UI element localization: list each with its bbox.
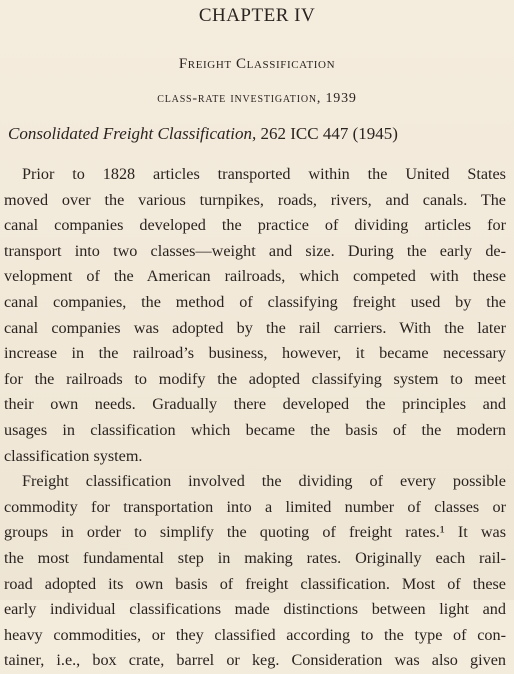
paragraph-1-line: transport into two classes—weight and size. During the early de- bbox=[4, 241, 506, 260]
paragraph-1-line: canal companies, the method of classifying freight used by the bbox=[4, 292, 506, 311]
paragraph-2-line: road adopted its own basis of freight classification. Most of these bbox=[4, 574, 506, 593]
paragraph-2-line: groups in order to simplify the quoting of freight rates.¹ It was bbox=[4, 523, 506, 542]
paragraph-1-line: moved over the various turnpikes, roads, rivers, and canals. The bbox=[4, 190, 506, 209]
case-reference: 262 ICC 447 (1945) bbox=[260, 124, 398, 143]
paragraph-1-line: usages in classification which became the basis of the modern bbox=[4, 420, 506, 439]
body-text bbox=[4, 162, 506, 674]
case-citation bbox=[8, 124, 508, 144]
paragraph-2-line: heavy commodities, or they classified according to the type of con- bbox=[4, 625, 506, 644]
paragraph-1-line: canal companies developed the practice of dividing articles for bbox=[4, 216, 506, 235]
section-heading: Freight Classification bbox=[178, 56, 336, 72]
paragraph-2-line: the most fundamental step in making rates. Originally each rail- bbox=[4, 548, 506, 567]
paragraph-1-line: canal companies was adopted by the rail carriers. With the later bbox=[4, 318, 506, 337]
paragraph-2-line: Freight classification involved the dividing of every possible bbox=[22, 472, 506, 491]
paragraph-2-line: early individual classifications made distinctions between light and bbox=[4, 600, 506, 619]
chapter-heading: CHAPTER IV bbox=[198, 5, 316, 26]
subsection-heading: class-rate investigation, 1939 bbox=[157, 91, 357, 106]
paragraph-1-line: classification system. bbox=[4, 446, 143, 465]
paragraph-1-line: Prior to 1828 articles transported within the United States bbox=[22, 165, 506, 183]
paragraph-2-line: commodity for transportation into a limited number of classes or bbox=[4, 497, 506, 516]
paragraph-1-line: for the railroads to modify the adopted classifying system to meet bbox=[4, 369, 506, 388]
paragraph-1-line: velopment of the American railroads, which competed with these bbox=[4, 267, 506, 286]
paragraph-2-line: tainer, i.e., box crate, barrel or keg. Consideration was also given bbox=[4, 651, 506, 670]
paragraph-1-line: increase in the railroad’s business, however, it became necessary bbox=[4, 344, 506, 363]
case-name: Consolidated Freight Classification, bbox=[8, 124, 257, 143]
paragraph-1-line: their own needs. Gradually there developed the principles and bbox=[4, 395, 506, 414]
